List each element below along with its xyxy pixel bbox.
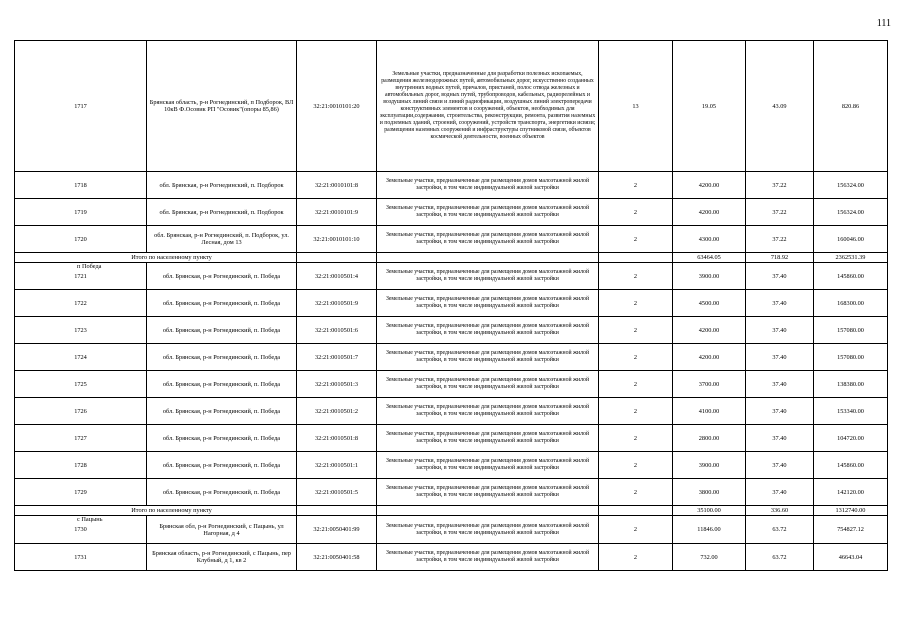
address-cell: обл. Брянская, р-н Рогнединский, п. Подборок, ул. Лесная, дом 13 bbox=[147, 226, 297, 253]
table-row bbox=[15, 226, 888, 253]
use-code-cell: 2 bbox=[599, 344, 673, 371]
value-cell: 138380.00 bbox=[814, 371, 888, 398]
table-row bbox=[15, 452, 888, 479]
subtotal-rate: 336.60 bbox=[746, 506, 814, 516]
address-cell: обл. Брянская, р-н Рогнединский, п. Победа bbox=[147, 479, 297, 506]
row-number: 1718 bbox=[74, 181, 87, 189]
land-use-cell: Земельные участки, предназначенные для размещения домов малоэтажной жилой застройки, в том числе индивидуальной жилой застройки bbox=[377, 172, 599, 199]
rate-cell: 37.40 bbox=[746, 425, 814, 452]
row-number-cell bbox=[15, 226, 147, 253]
value-cell: 754827.12 bbox=[814, 516, 888, 544]
row-number: 1726 bbox=[74, 407, 87, 415]
row-number: 1728 bbox=[74, 461, 87, 469]
cadastral-number-cell: 32:21:0010501:5 bbox=[297, 479, 377, 506]
row-number: 1729 bbox=[74, 488, 87, 496]
cadastral-number-cell: 32:21:0010501:8 bbox=[297, 425, 377, 452]
area-cell: 4200.00 bbox=[673, 199, 746, 226]
subtotal-label: Итого по населенному пункту bbox=[15, 253, 297, 263]
use-code-cell: 2 bbox=[599, 398, 673, 425]
cadastral-number-cell: 32:21:0010501:7 bbox=[297, 344, 377, 371]
land-use-cell: Земельные участки, предназначенные для размещения домов малоэтажной жилой застройки, в том числе индивидуальной жилой застройки bbox=[377, 344, 599, 371]
value-cell: 156324.00 bbox=[814, 172, 888, 199]
row-number-cell bbox=[15, 263, 147, 290]
rate-cell: 37.40 bbox=[746, 317, 814, 344]
settlement-label: с Пацынь bbox=[77, 516, 103, 523]
row-number: 1730 bbox=[74, 526, 87, 533]
table-row bbox=[15, 425, 888, 452]
row-number-cell bbox=[15, 344, 147, 371]
land-use-cell: Земельные участки, предназначенные для разработки полезных ископаемых, размещения железнодорожных путей, автомобильных дорог, искусственно созданных внутренних водных путей, причалов, пристаней, полос отвода железных и автомобильных дорог, водных путей, трубопроводов, кабельных, радиорелейных и воздушных линий связи и линий радиофикации, воздушных линий электропередачи конструктивных элементов и сооружений, объектов, необходимых для эксплуатации,содержания, строительства, реконструкции, ремонта, развития наземных и подземных зданий, строений, сооружений, устройств транспорта, энергетики исвязи; размещения наземных сооружений и инфраструктуры спутниковой связи, объектов космической деятельности, военных объектов bbox=[377, 41, 599, 172]
subtotal-value: 1312740.00 bbox=[814, 506, 888, 516]
cadastral-number-cell: 32:21:0010501:3 bbox=[297, 371, 377, 398]
cadastral-number-cell: 32:21:0010501:1 bbox=[297, 452, 377, 479]
empty-cell bbox=[377, 253, 599, 263]
table-row bbox=[15, 516, 888, 544]
row-number: 1722 bbox=[74, 299, 87, 307]
row-number-cell bbox=[15, 172, 147, 199]
cadastral-number-cell: 32:21:0010101:10 bbox=[297, 226, 377, 253]
use-code-cell: 2 bbox=[599, 516, 673, 544]
empty-cell bbox=[297, 506, 377, 516]
rate-cell: 63.72 bbox=[746, 544, 814, 571]
subtotal-label: Итого по населенному пункту bbox=[15, 506, 297, 516]
rate-cell: 37.40 bbox=[746, 452, 814, 479]
use-code-cell: 2 bbox=[599, 371, 673, 398]
land-use-cell: Земельные участки, предназначенные для размещения домов малоэтажной жилой застройки, в том числе индивидуальной жилой застройки bbox=[377, 317, 599, 344]
row-number-cell bbox=[15, 452, 147, 479]
table-row bbox=[15, 263, 888, 290]
rate-cell: 37.40 bbox=[746, 263, 814, 290]
table-row bbox=[15, 317, 888, 344]
value-cell: 145860.00 bbox=[814, 263, 888, 290]
subtotal-area: 35100.00 bbox=[673, 506, 746, 516]
rate-cell: 37.40 bbox=[746, 371, 814, 398]
use-code-cell: 2 bbox=[599, 199, 673, 226]
cadastral-number-cell: 32:21:0010101:8 bbox=[297, 172, 377, 199]
cadastral-number-cell: 32:21:0010101:20 bbox=[297, 41, 377, 172]
land-use-cell: Земельные участки, предназначенные для размещения домов малоэтажной жилой застройки, в том числе индивидуальной жилой застройки bbox=[377, 398, 599, 425]
value-cell: 142120.00 bbox=[814, 479, 888, 506]
cadastral-number-cell: 32:21:0050401:58 bbox=[297, 544, 377, 571]
area-cell: 4100.00 bbox=[673, 398, 746, 425]
area-cell: 4500.00 bbox=[673, 290, 746, 317]
address-cell: Брянская область, р-н Рогнединский, с Пацынь, пер Клубный, д 1, кв 2 bbox=[147, 544, 297, 571]
table-row bbox=[15, 479, 888, 506]
address-cell: обл. Брянская, р-н Рогнединский, п. Подборок bbox=[147, 172, 297, 199]
row-number-cell bbox=[15, 425, 147, 452]
table-row bbox=[15, 398, 888, 425]
value-cell: 156324.00 bbox=[814, 199, 888, 226]
land-use-cell: Земельные участки, предназначенные для размещения домов малоэтажной жилой застройки, в том числе индивидуальной жилой застройки bbox=[377, 479, 599, 506]
row-number: 1721 bbox=[74, 272, 87, 280]
address-cell: обл. Брянская, р-н Рогнединский, п. Победа bbox=[147, 425, 297, 452]
use-code-cell: 2 bbox=[599, 317, 673, 344]
rate-cell: 37.22 bbox=[746, 199, 814, 226]
area-cell: 3800.00 bbox=[673, 479, 746, 506]
cadastral-number-cell: 32:21:0010501:9 bbox=[297, 290, 377, 317]
table-row bbox=[15, 199, 888, 226]
value-cell: 157080.00 bbox=[814, 344, 888, 371]
empty-cell bbox=[377, 506, 599, 516]
rate-cell: 37.40 bbox=[746, 398, 814, 425]
address-cell: обл. Брянская, р-н Рогнединский, п. Победа bbox=[147, 398, 297, 425]
area-cell: 3700.00 bbox=[673, 371, 746, 398]
address-cell: Брянская обл, р-н Рогнединский, с Пацынь, ул Нагорная, д 4 bbox=[147, 516, 297, 544]
value-cell: 157080.00 bbox=[814, 317, 888, 344]
value-cell: 153340.00 bbox=[814, 398, 888, 425]
area-cell: 11846.00 bbox=[673, 516, 746, 544]
empty-cell bbox=[599, 506, 673, 516]
rate-cell: 43.09 bbox=[746, 41, 814, 172]
row-number-cell bbox=[15, 199, 147, 226]
use-code-cell: 2 bbox=[599, 479, 673, 506]
value-cell: 145860.00 bbox=[814, 452, 888, 479]
row-number-cell bbox=[15, 317, 147, 344]
address-cell: обл. Брянская, р-н Рогнединский, п. Подборок bbox=[147, 199, 297, 226]
value-cell: 160046.00 bbox=[814, 226, 888, 253]
cadastral-number-cell: 32:21:0010501:4 bbox=[297, 263, 377, 290]
cadastral-number-cell: 32:21:0010101:9 bbox=[297, 199, 377, 226]
table-row bbox=[15, 344, 888, 371]
area-cell: 3900.00 bbox=[673, 263, 746, 290]
use-code-cell: 2 bbox=[599, 290, 673, 317]
subtotal-value: 2362531.39 bbox=[814, 253, 888, 263]
cadastral-number-cell: 32:21:0010501:6 bbox=[297, 317, 377, 344]
rate-cell: 37.40 bbox=[746, 290, 814, 317]
area-cell: 4200.00 bbox=[673, 172, 746, 199]
cadastral-value-table bbox=[14, 40, 888, 571]
row-number: 1725 bbox=[74, 380, 87, 388]
table-row bbox=[15, 371, 888, 398]
table-row bbox=[15, 172, 888, 199]
value-cell: 46643.04 bbox=[814, 544, 888, 571]
area-cell: 4300.00 bbox=[673, 226, 746, 253]
land-use-cell: Земельные участки, предназначенные для размещения домов малоэтажной жилой застройки, в том числе индивидуальной жилой застройки bbox=[377, 544, 599, 571]
land-use-cell: Земельные участки, предназначенные для размещения домов малоэтажной жилой застройки, в том числе индивидуальной жилой застройки bbox=[377, 290, 599, 317]
area-cell: 19.05 bbox=[673, 41, 746, 172]
use-code-cell: 2 bbox=[599, 172, 673, 199]
subtotal-row bbox=[15, 253, 888, 263]
row-number: 1720 bbox=[74, 235, 87, 243]
use-code-cell: 2 bbox=[599, 452, 673, 479]
row-number-cell bbox=[15, 398, 147, 425]
subtotal-row bbox=[15, 506, 888, 516]
area-cell: 2800.00 bbox=[673, 425, 746, 452]
land-use-cell: Земельные участки, предназначенные для размещения домов малоэтажной жилой застройки, в том числе индивидуальной жилой застройки bbox=[377, 516, 599, 544]
address-cell: обл. Брянская, р-н Рогнединский, п. Победа bbox=[147, 263, 297, 290]
rate-cell: 63.72 bbox=[746, 516, 814, 544]
row-number: 1717 bbox=[74, 102, 87, 110]
address-cell: обл. Брянская, р-н Рогнединский, п. Победа bbox=[147, 317, 297, 344]
row-number-cell bbox=[15, 290, 147, 317]
value-cell: 820.86 bbox=[814, 41, 888, 172]
cadastral-number-cell: 32:21:0050401:99 bbox=[297, 516, 377, 544]
value-cell: 104720.00 bbox=[814, 425, 888, 452]
area-cell: 4200.00 bbox=[673, 344, 746, 371]
rate-cell: 37.22 bbox=[746, 172, 814, 199]
land-use-cell: Земельные участки, предназначенные для размещения домов малоэтажной жилой застройки, в том числе индивидуальной жилой застройки bbox=[377, 226, 599, 253]
row-number-cell bbox=[15, 479, 147, 506]
subtotal-rate: 718.92 bbox=[746, 253, 814, 263]
address-cell: обл. Брянская, р-н Рогнединский, п. Победа bbox=[147, 344, 297, 371]
use-code-cell: 2 bbox=[599, 544, 673, 571]
land-use-cell: Земельные участки, предназначенные для размещения домов малоэтажной жилой застройки, в том числе индивидуальной жилой застройки bbox=[377, 199, 599, 226]
cadastral-number-cell: 32:21:0010501:2 bbox=[297, 398, 377, 425]
use-code-cell: 2 bbox=[599, 263, 673, 290]
area-cell: 732.00 bbox=[673, 544, 746, 571]
use-code-cell: 13 bbox=[599, 41, 673, 172]
row-number-cell bbox=[15, 516, 147, 544]
row-number-cell bbox=[15, 41, 147, 172]
area-cell: 4200.00 bbox=[673, 317, 746, 344]
table-row bbox=[15, 290, 888, 317]
row-number: 1731 bbox=[74, 553, 87, 561]
row-number: 1719 bbox=[74, 208, 87, 216]
address-cell: обл. Брянская, р-н Рогнединский, п. Победа bbox=[147, 371, 297, 398]
row-number: 1727 bbox=[74, 434, 87, 442]
land-use-cell: Земельные участки, предназначенные для размещения домов малоэтажной жилой застройки, в том числе индивидуальной жилой застройки bbox=[377, 263, 599, 290]
land-use-cell: Земельные участки, предназначенные для размещения домов малоэтажной жилой застройки, в том числе индивидуальной жилой застройки bbox=[377, 452, 599, 479]
land-use-cell: Земельные участки, предназначенные для размещения домов малоэтажной жилой застройки, в том числе индивидуальной жилой застройки bbox=[377, 371, 599, 398]
settlement-label: п Победа bbox=[77, 263, 102, 270]
empty-cell bbox=[297, 253, 377, 263]
address-cell: Брянская область, р-н Рогнединский, п Подборок, ВЛ 10кВ Ф.Осовик РП "Осовик"(опоры 85,86) bbox=[147, 41, 297, 172]
value-cell: 168300.00 bbox=[814, 290, 888, 317]
row-number-cell bbox=[15, 371, 147, 398]
subtotal-area: 63464.05 bbox=[673, 253, 746, 263]
rate-cell: 37.22 bbox=[746, 226, 814, 253]
use-code-cell: 2 bbox=[599, 226, 673, 253]
use-code-cell: 2 bbox=[599, 425, 673, 452]
table-row bbox=[15, 544, 888, 571]
table-row bbox=[15, 41, 888, 172]
address-cell: обл. Брянская, р-н Рогнединский, п. Победа bbox=[147, 290, 297, 317]
page-number: 111 bbox=[876, 18, 891, 29]
row-number: 1724 bbox=[74, 353, 87, 361]
address-cell: обл. Брянская, р-н Рогнединский, п. Победа bbox=[147, 452, 297, 479]
empty-cell bbox=[599, 253, 673, 263]
rate-cell: 37.40 bbox=[746, 479, 814, 506]
land-use-cell: Земельные участки, предназначенные для размещения домов малоэтажной жилой застройки, в том числе индивидуальной жилой застройки bbox=[377, 425, 599, 452]
area-cell: 3900.00 bbox=[673, 452, 746, 479]
row-number: 1723 bbox=[74, 326, 87, 334]
row-number-cell bbox=[15, 544, 147, 571]
rate-cell: 37.40 bbox=[746, 344, 814, 371]
